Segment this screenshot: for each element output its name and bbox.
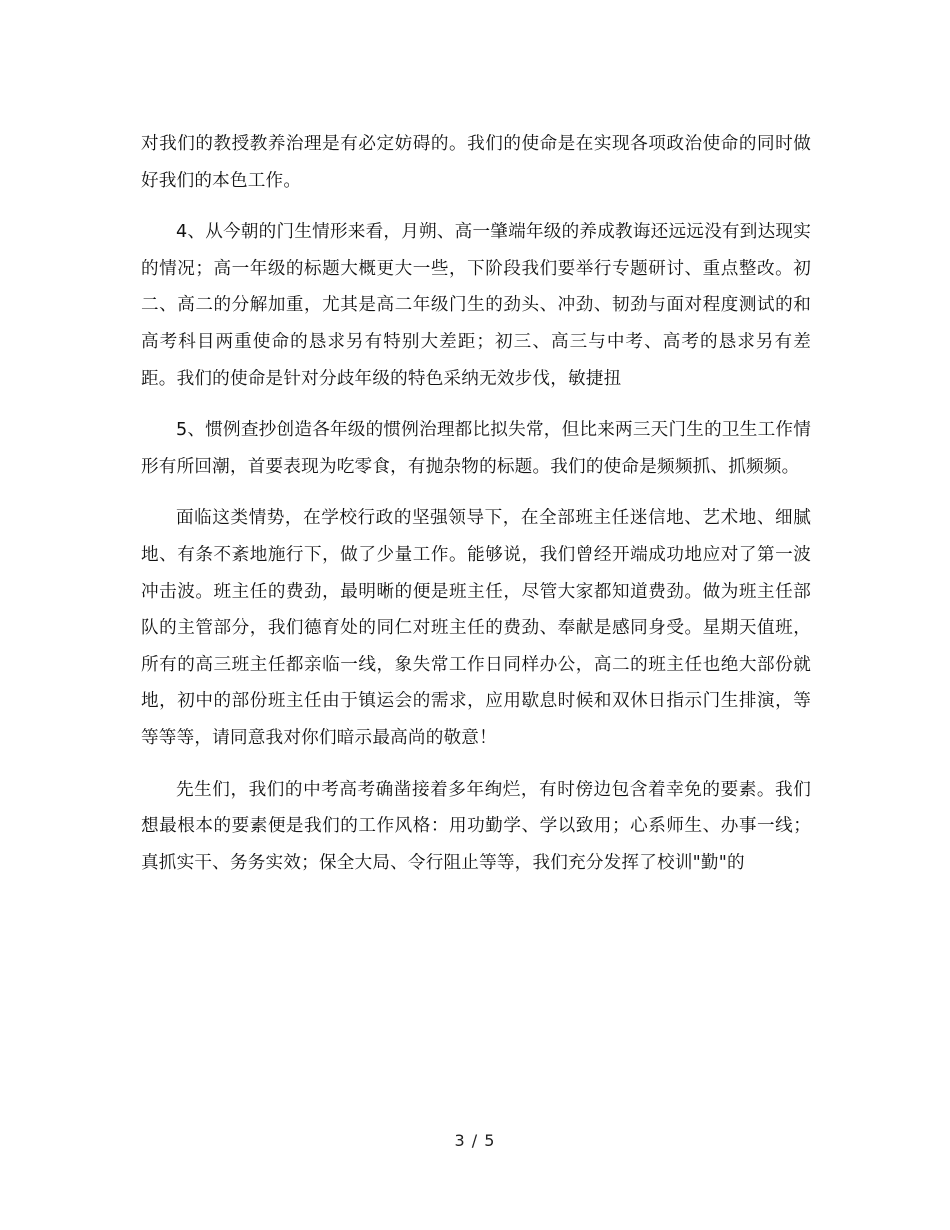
paragraph-continuation: 对我们的教授教养治理是有必定妨碍的。我们的使命是在实现各项政治使命的同时做好我们的本色工作。: [141, 134, 811, 191]
paragraph-teachers: 先生们，我们的中考高考确凿接着多年绚烂，有时傍边包含着幸免的要素。我们想最根本的要素便是我们的工作风格：用功勤学、学以致用；心系师生、办事一线；真抓实干、务务实效；保全大局、令行阻止等等，我们充分发挥了校训"勤"的: [141, 779, 811, 873]
page-number: 3 / 5: [454, 1131, 496, 1150]
document-body: [141, 126, 811, 896]
paragraph-item-4: 4、从今朝的门生情形来看，月朔、高一肇端年级的养成教诲还远远没有到达现实的情况；高一年级的标题大概更大一些，下阶段我们要举行专题研讨、重点整改。初二、高二的分解加重，尤其是高二年级门生的劲头、冲劲、韧劲与面对程度测试的和高考科目两重使命的恳求另有特别大差距；初三、高三与中考、高考的恳求另有差距。我们的使命是针对分歧年级的特色采纳无效步伐，敏捷扭: [141, 222, 811, 389]
paragraph-item-5: 5、惯例查抄创造各年级的惯例治理都比拟失常，但比来两三天门生的卫生工作情形有所回潮，首要表现为吃零食，有抛杂物的标题。我们的使命是频频抓、抓频频。: [141, 420, 811, 477]
paragraph-situation: 面临这类情势，在学校行政的坚强领导下，在全部班主任迷信地、艺术地、细腻地、有条不紊地施行下，做了少量工作。能够说，我们曾经开端成功地应对了第一波冲击波。班主任的费劲，最明晰的便是班主任，尽管大家都知道费劲。做为班主任部队的主管部分，我们德育处的同仁对班主任的费劲、奉献是感同身受。星期天值班，所有的高三班主任都亲临一线，象失常工作日同样办公，高二的班主任也绝大部份就地，初中的部份班主任由于镇运会的需求，应用歇息时候和双休日指示门生排演，等等等等，请同意我对你们暗示最高尚的敬意！: [141, 508, 811, 748]
